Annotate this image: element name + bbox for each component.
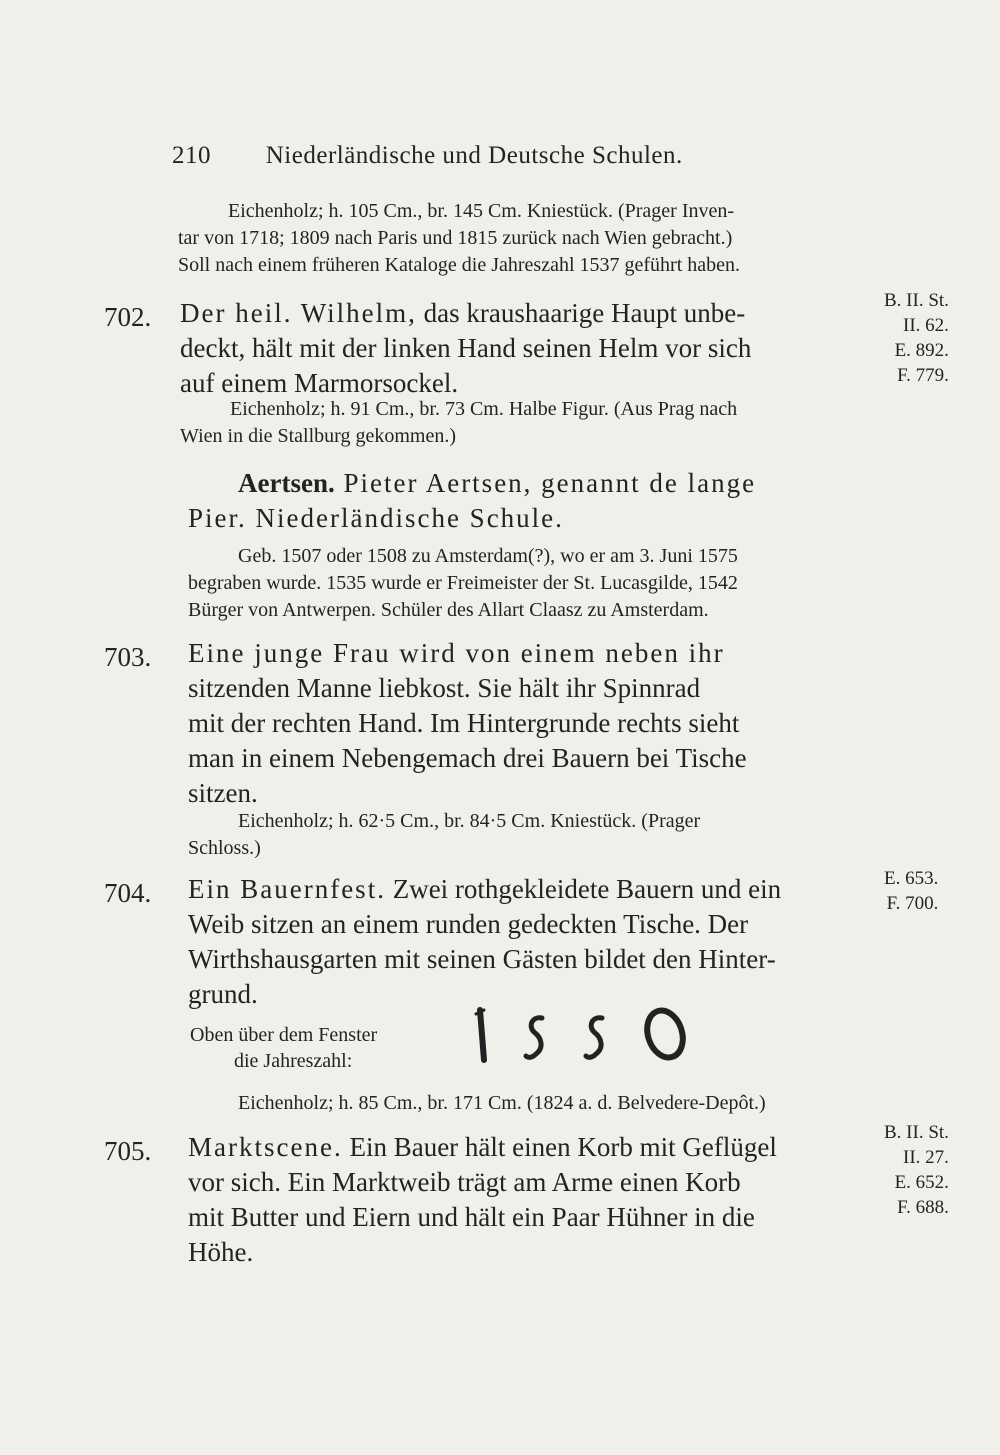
ref: E. 892.: [894, 340, 949, 361]
entry-line: auf einem Marmorsockel.: [180, 368, 459, 398]
year-inscription: [462, 1004, 702, 1066]
note-line: tar von 1718; 1809 nach Paris und 1815 zurück nach Wien gebracht.): [178, 227, 733, 249]
entry-line: sitzen.: [188, 778, 258, 808]
entry-title: Marktscene.: [188, 1132, 343, 1162]
entry-703-note: [188, 808, 878, 862]
entry-title: Der heil. Wilhelm,: [180, 298, 417, 328]
entry-704-refs: [884, 866, 938, 916]
entry-line: grund.: [188, 979, 258, 1009]
ref: II. 27.: [903, 1147, 949, 1168]
artist-surname: Aertsen.: [238, 468, 335, 498]
ref: II. 62.: [903, 315, 949, 336]
entry-705-text: [188, 1130, 878, 1270]
artist-heading: [188, 466, 878, 536]
bio-line: Geb. 1507 oder 1508 zu Amsterdam(?), wo er am 3. Juni 1575: [238, 545, 738, 567]
note-line: Wien in die Stallburg gekommen.): [180, 425, 456, 447]
entry-line: vor sich. Ein Marktweib trägt am Arme einen Korb: [188, 1167, 741, 1197]
entry-line: sitzenden Manne liebkost. Sie hält ihr Spinnrad: [188, 673, 701, 703]
entry-703-text: [188, 636, 878, 811]
running-header: [172, 142, 683, 170]
ref: E. 653.: [884, 868, 939, 889]
entry-702-text: [180, 296, 870, 401]
entry-title: Ein Bauernfest.: [188, 874, 386, 904]
entry-number: 703.: [104, 642, 152, 672]
year-label: [190, 1022, 377, 1074]
entry-line: mit der rechten Hand. Im Hintergrunde rechts sieht: [188, 708, 740, 738]
entry-line: Eine junge Frau wird von einem neben ihr: [188, 638, 725, 668]
entry-705-refs: [884, 1120, 949, 1220]
entry-number: 702.: [104, 302, 152, 332]
year-label-line: die Jahreszahl:: [234, 1050, 353, 1072]
ref: E. 652.: [894, 1172, 949, 1193]
entry-702-refs: [884, 288, 949, 388]
note-line: Eichenholz; h. 91 Cm., br. 73 Cm. Halbe Figur. (Aus Prag nach: [230, 398, 738, 420]
ref: B. II. St.: [884, 290, 949, 311]
header-title: Niederländische und Deutsche Schulen.: [265, 142, 683, 169]
note-line: Soll nach einem früheren Kataloge die Jahreszahl 1537 geführt haben.: [178, 254, 741, 276]
ref: F. 688.: [897, 1197, 949, 1218]
page-number: 210: [172, 142, 211, 169]
entry-704-text: [188, 872, 878, 1012]
entry-line: Weib sitzen an einem runden gedeckten Tische. Der: [188, 909, 749, 939]
artist-line: Pieter Aertsen, genannt de lange: [334, 468, 757, 498]
ref: F. 779.: [897, 365, 949, 386]
entry-line: mit Butter und Eiern und hält ein Paar Hühner in die: [188, 1202, 755, 1232]
entry-702-note: [180, 396, 870, 450]
entry-number: 705.: [104, 1136, 152, 1166]
entry-line: Ein Bauer hält einen Korb mit Geflügel: [342, 1132, 777, 1162]
note-line: Schloss.): [188, 837, 261, 859]
note-line: Eichenholz; h. 85 Cm., br. 171 Cm. (1824 a. d. Belvedere-Depôt.): [238, 1092, 766, 1114]
entry-line: deckt, hält mit der linken Hand seinen Helm vor sich: [180, 333, 752, 363]
intro-note: [178, 198, 878, 279]
bio-line: begraben wurde. 1535 wurde er Freimeister der St. Lucasgilde, 1542: [188, 572, 738, 594]
note-line: Eichenholz; h. 62·5 Cm., br. 84·5 Cm. Kniestück. (Prager: [238, 810, 701, 832]
bio-line: Bürger von Antwerpen. Schüler des Allart Claasz zu Amsterdam.: [188, 599, 709, 621]
entry-704-note: [188, 1090, 878, 1117]
artist-line: Pier. Niederländische Schule.: [188, 503, 564, 533]
entry-line: Höhe.: [188, 1237, 254, 1267]
entry-number: 704.: [104, 878, 152, 908]
entry-line: Wirthshausgarten mit seinen Gästen bildet den Hinter-: [188, 944, 776, 974]
entry-line: das kraushaarige Haupt unbe-: [416, 298, 746, 328]
entry-line: Zwei rothgekleidete Bauern und ein: [385, 874, 782, 904]
ref: B. II. St.: [884, 1122, 949, 1143]
year-label-line: Oben über dem Fenster: [190, 1024, 378, 1046]
note-line: Eichenholz; h. 105 Cm., br. 145 Cm. Kniestück. (Prager Inven-: [228, 200, 735, 222]
artist-bio: [188, 543, 878, 624]
entry-line: man in einem Nebengemach drei Bauern bei Tische: [188, 743, 747, 773]
ref: F. 700.: [886, 893, 939, 914]
